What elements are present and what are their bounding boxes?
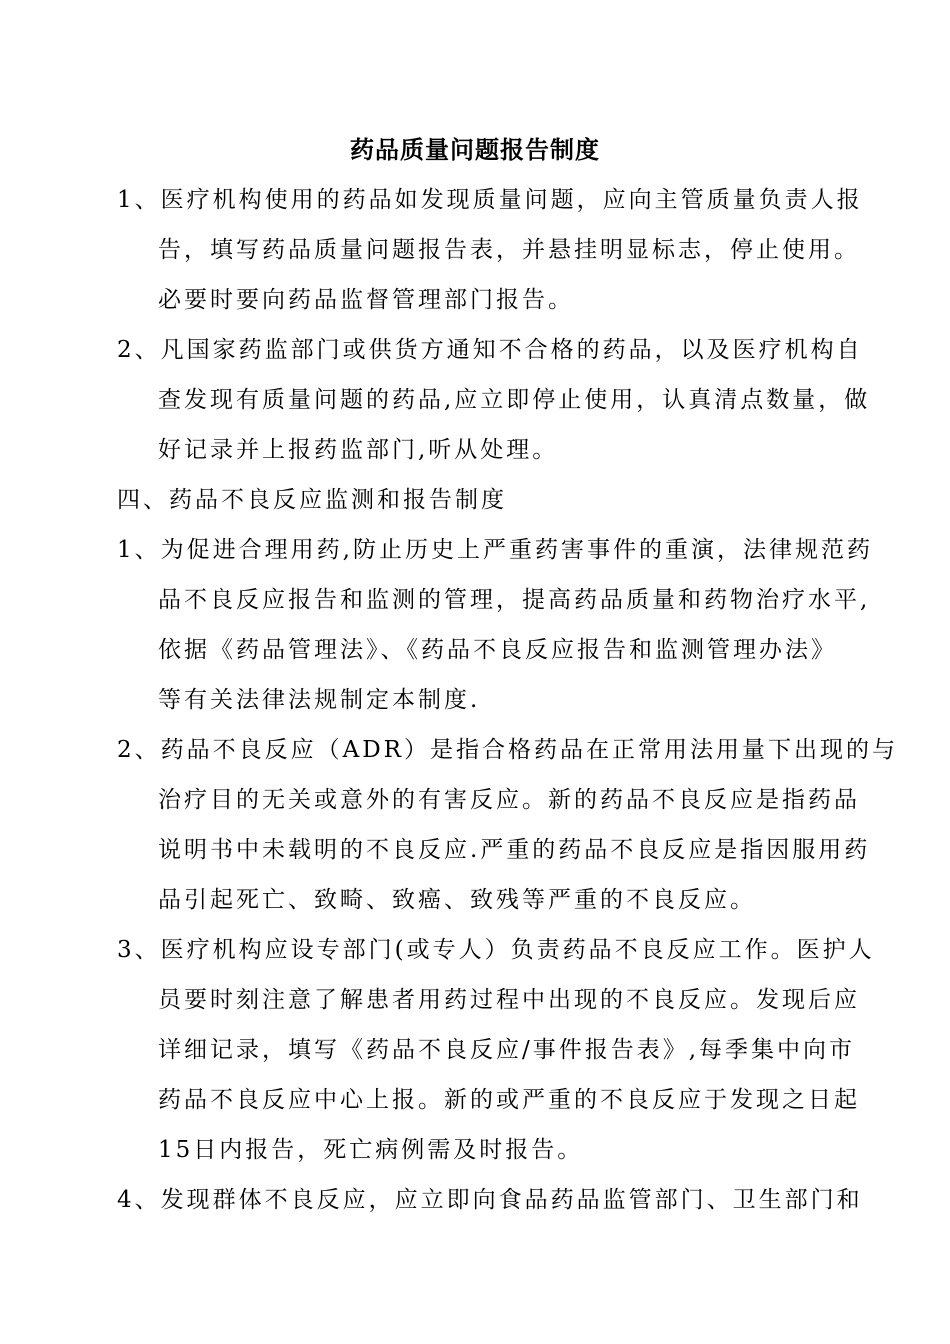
paragraph-line: 药品不良反应中心上报。新的或严重的不良反应于发现之日起 bbox=[158, 1087, 860, 1113]
paragraph-line: 好记录并上报药监部门,听从处理。 bbox=[158, 437, 559, 463]
paragraph-line: 2、凡国家药监部门或供货方通知不合格的药品，以及医疗机构自 bbox=[117, 337, 863, 363]
paragraph-line: 详细记录，填写《药品不良反应/事件报告表》,每季集中向市 bbox=[158, 1037, 856, 1063]
paragraph-line: 品引起死亡、致畸、致癌、致残等严重的不良反应。 bbox=[158, 887, 756, 913]
paragraph-line: 说明书中未载明的不良反应.严重的药品不良反应是指因服用药 bbox=[158, 837, 871, 863]
paragraph-line: 告，填写药品质量问题报告表，并悬挂明显标志，停止使用。 bbox=[158, 237, 860, 263]
paragraph-line: 查发现有质量问题的药品,应立即停止使用，认真清点数量，做 bbox=[158, 387, 871, 413]
paragraph-line: 2、药品不良反应（ADR）是指合格药品在正常用法用量下出现的与 bbox=[117, 737, 899, 763]
paragraph-line: 15日内报告，死亡病例需及时报告。 bbox=[158, 1137, 584, 1163]
paragraph-line: 1、医疗机构使用的药品如发现质量问题，应向主管质量负责人报 bbox=[117, 187, 863, 213]
paragraph-line: 4、发现群体不良反应，应立即向食品药品监管部门、卫生部门和 bbox=[117, 1187, 863, 1213]
section-heading: 四、药品不良反应监测和报告制度 bbox=[117, 487, 507, 513]
page-title: 药品质量问题报告制度 bbox=[350, 135, 600, 164]
paragraph-line: 必要时要向药品监督管理部门报告。 bbox=[158, 287, 574, 313]
paragraph-line: 依据《药品管理法》、《药品不良反应报告和监测管理办法》 bbox=[158, 637, 837, 663]
paragraph-line: 品不良反应报告和监测的管理，提高药品质量和药物治疗水平, bbox=[158, 587, 871, 613]
paragraph-line: 1、为促进合理用药,防止历史上严重药害事件的重演，法律规范药 bbox=[117, 537, 873, 563]
paragraph-line: 员要时刻注意了解患者用药过程中出现的不良反应。发现后应 bbox=[158, 987, 860, 1013]
paragraph-line: 等有关法律法规制定本制度. bbox=[158, 687, 481, 713]
paragraph-line: 3、医疗机构应设专部门(或专人）负责药品不良反应工作。医护人 bbox=[117, 937, 875, 963]
paragraph-line: 治疗目的无关或意外的有害反应。新的药品不良反应是指药品 bbox=[158, 787, 860, 813]
